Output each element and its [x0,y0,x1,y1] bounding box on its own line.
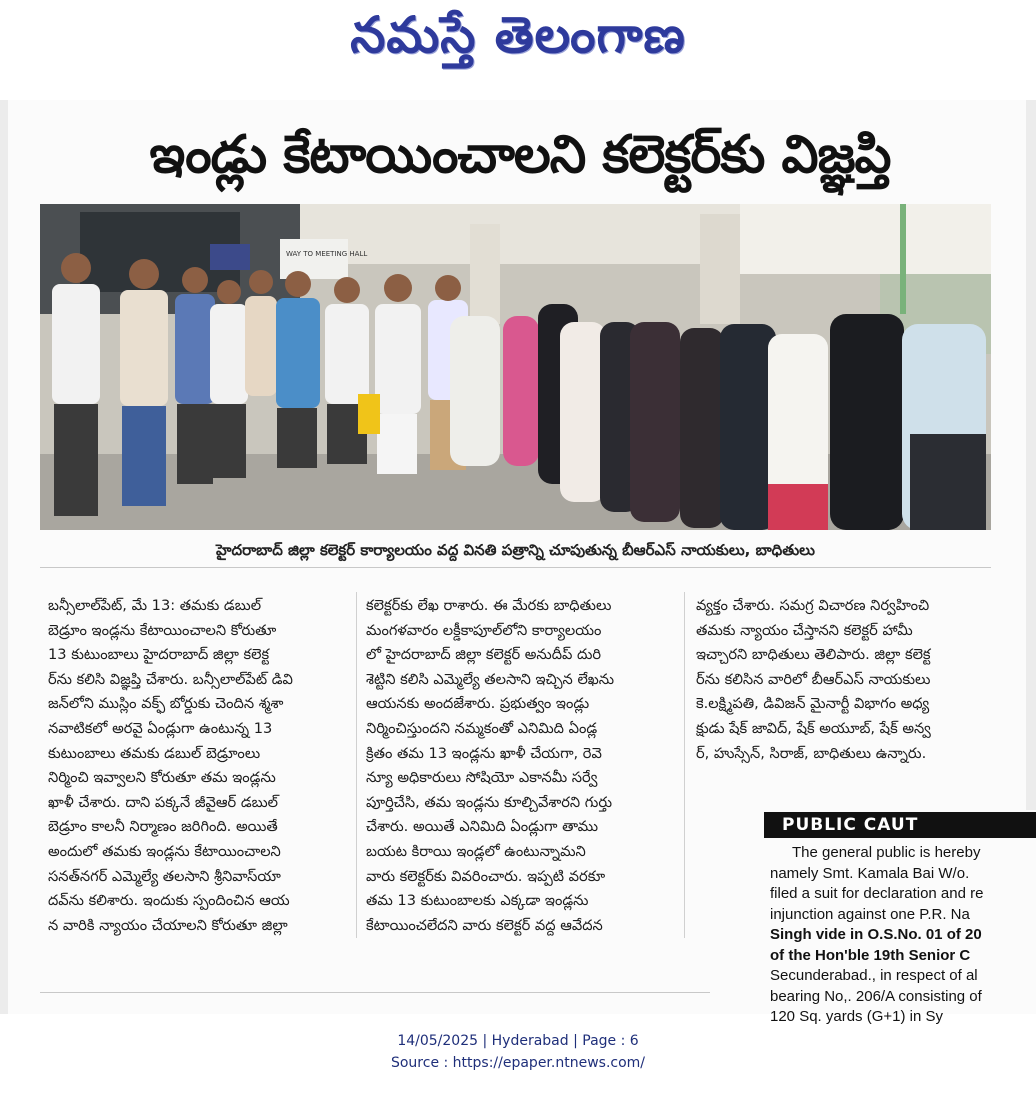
notice-line: 120 Sq. yards (G+1) in Sy [770,1008,943,1025]
text-line: కేటాయించలేదని వారు కలెక్టర్ వద్ద ఆవేదన [366,916,603,934]
text-line: మంగళవారం లక్డీకాపూల్‌లోని కార్యాలయం [366,621,602,639]
column-rule [684,592,685,938]
text-line: న్యూ అధికారులు సోషియో ఎకానమీ సర్వే [366,769,598,787]
notice-line: of the Hon'ble 19th Senior C [770,946,971,964]
article-photo [40,204,991,530]
text-line: సనత్‌నగర్ ఎమ్మెల్యే తలసాని శ్రీనివాస్‌యా [48,867,281,885]
text-line: 13 కుటుంబాలు హైదరాబాద్ జిల్లా కలెక్ట [48,646,270,664]
text-line: క్రితం తమ 13 ఇండ్లను ఖాళీ చేయగా, రెవె [366,744,602,762]
text-line: అందులో తమకు ఇండ్లను కేటాయించాలని [48,842,281,860]
text-line: ర్, హుస్సేన్, సిరాజ్, బాధితులు ఉన్నారు. [696,744,927,762]
text-line: కుటుంబాలు తమకు డబుల్ బెడ్రూంలు [48,744,261,762]
text-line: వారు కలెక్టర్‌కు వివరించారు. ఇప్పటి వరకూ [366,867,606,885]
text-line: కె.లక్ష్మిపతి, డివిజన్ మైనార్టీ విభాగం అధ్య [696,695,930,713]
text-line: ర్‌ను కలిసి విజ్ఞప్తి చేశారు. బన్సీలాల్‌పేట్ డివి [48,670,293,688]
article-headline: ఇండ్లు కేటాయించాలని కలెక్టర్‌కు విజ్ఞప్తి [149,125,891,185]
footer-date-line: 14/05/2025 | Hyderabad | Page : 6 [397,1033,639,1049]
photo-illustration [40,204,991,530]
text-line: తమ 13 కుటుంబాలకు ఎక్కడా ఇండ్లను [366,892,589,910]
text-line: దవ్‌ను కలిశారు. ఇందుకు స్పందించిన ఆయ [48,892,290,910]
text-line: జన్‌లోని ముస్లిం వక్ఫ్ బోర్డుకు చెందిన శ్మశా [48,695,284,713]
notice-heading: PUBLIC CAUT [764,812,1036,838]
notice-line: Singh vide in O.S.No. 01 of 20 [770,926,982,943]
photo-caption: హైదరాబాద్ జిల్లా కలెక్టర్ కార్యాలయం వద్ద వినతి పత్రాన్ని చూపుతున్న బీఆర్ఎస్ నాయకులు, బాధితులు [216,541,815,559]
masthead-title: నమస్తే తెలంగాణ [350,6,686,64]
scan-edge-left [0,100,8,1014]
notice-line: Secunderabad., in respect of al [770,967,978,984]
text-line: కలెక్టర్‌కు లేఖ రాశారు. ఈ మేరకు బాధితులు [366,597,612,614]
text-line: శెట్టిని కలిసి ఎమ్మెల్యే తలసాని ఇచ్చిన లేఖను [366,670,615,688]
text-line: వ్యక్తం చేశారు. సమగ్ర విచారణ నిర్వహించి [696,597,930,614]
newspaper-masthead [0,0,1036,78]
text-line: చేశారు. అయితే ఎనిమిది ఏండ్లుగా తాము [366,818,599,836]
text-line: నిర్మించిస్తుందని నమ్మకంతో ఎనిమిది ఏండ్ల [366,719,598,737]
caption-divider [40,567,991,568]
photo-sign-text: WAY TO MEETING HALL [286,250,368,258]
text-line: ర్‌ను కలిసిన వారిలో బీఆర్ఎస్ నాయకులు [696,670,931,688]
text-line: నిర్మించి ఇవ్వాలని కోరుతూ తమ ఇండ్లను [48,769,276,787]
notice-line: The general public is hereby [792,844,981,861]
text-line: నవాటికలో అరవై ఏండ్లుగా ఉంటున్న 13 [48,719,273,737]
notice-line: injunction against one P.R. Na [770,905,970,923]
notice-line: bearing No,. 206/A consisting of [770,987,982,1005]
text-line: లో హైదరాబాద్ జిల్లా కలెక్టర్ అనుదీప్ దురి [366,646,602,664]
text-line: బెడ్రూం ఇండ్లను కేటాయించాలని కోరుతూ [48,621,277,639]
article-column-3 [696,594,996,766]
column-rule [356,592,357,938]
text-line: పూర్తిచేసి, తమ ఇండ్లను కూల్చివేశారని గుర్తు [366,793,613,811]
text-line: బన్సీలాల్‌పేట్, మే 13: తమకు డబుల్ [48,597,262,614]
notice-body [764,838,1036,1028]
notice-line: namely Smt. Kamala Bai W/o. [770,864,970,882]
text-line: ఖాళీ చేశారు. దాని పక్కనే జీవైఆర్ డబుల్ [48,793,278,811]
article-column-2 [366,594,666,938]
public-caution-notice [764,812,1036,1025]
footer-source-line: Source : https://epaper.ntnews.com/ [390,1055,646,1071]
text-line: తమకు న్యాయం చేస్తానని కలెక్టర్ హామీ [696,621,913,639]
article-end-rule [40,992,710,993]
article-column-1 [48,594,344,938]
notice-line: filed a suit for declaration and re [770,885,984,902]
text-line: ఆయనకు అందజేశారు. ప్రభుత్వం ఇండ్లు [366,695,590,713]
text-line: క్షుడు షేక్ జావిద్, షేక్ అయూబ్, షేక్ అన్వ [696,719,931,737]
scan-edge-right [1026,100,1036,810]
text-line: ఇచ్చారని బాధితులు తెలిపారు. జిల్లా కలెక్ట [696,646,931,664]
page-footer [0,1030,1036,1074]
text-line: న వారికి న్యాయం చేయాలని కోరుతూ జిల్లా [48,916,288,934]
text-line: బయట కిరాయి ఇండ్లలో ఉంటున్నామని [366,842,586,860]
text-line: బెడ్రూం కాలనీ నిర్మాణం జరిగింది. అయితే [48,818,278,836]
